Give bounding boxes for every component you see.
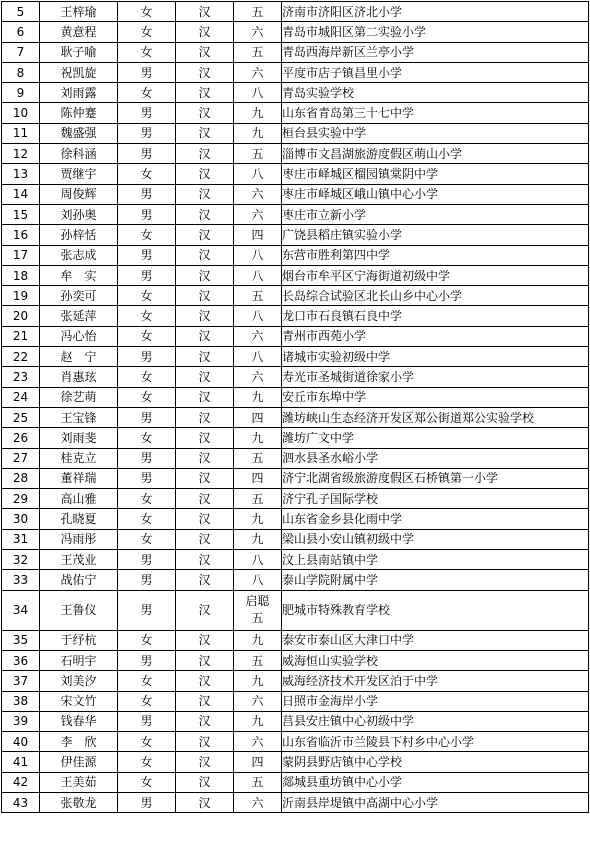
grade-cell: 五	[234, 144, 282, 164]
table-row	[2, 671, 589, 691]
grade-cell: 六	[234, 732, 282, 752]
table-row	[2, 711, 589, 731]
row-number: 10	[2, 103, 40, 123]
student-name: 孙奕可	[40, 286, 118, 306]
table-row	[2, 245, 589, 265]
row-number: 33	[2, 570, 40, 590]
student-name: 石明宇	[40, 650, 118, 670]
row-number: 37	[2, 671, 40, 691]
school-name: 诸城市实验初级中学	[282, 347, 589, 367]
row-number: 34	[2, 590, 40, 630]
ethnicity-cell: 汉	[176, 306, 234, 326]
grade-cell: 六	[234, 792, 282, 812]
ethnicity-cell: 汉	[176, 550, 234, 570]
gender-cell: 男	[118, 448, 176, 468]
grade-cell: 六	[234, 204, 282, 224]
gender-cell: 男	[118, 204, 176, 224]
grade-cell: 九	[234, 387, 282, 407]
grade-cell	[234, 590, 282, 630]
student-name: 李 欣	[40, 732, 118, 752]
ethnicity-cell: 汉	[176, 42, 234, 62]
table-row	[2, 103, 589, 123]
table-row	[2, 306, 589, 326]
row-number: 42	[2, 772, 40, 792]
school-name: 山东省金乡县化雨中学	[282, 509, 589, 529]
gender-cell: 男	[118, 570, 176, 590]
grade-cell: 四	[234, 407, 282, 427]
school-name: 枣庄市峄城区榴园镇棠阴中学	[282, 164, 589, 184]
ethnicity-cell: 汉	[176, 62, 234, 82]
table-row	[2, 62, 589, 82]
school-name: 济宁孔子国际学校	[282, 489, 589, 509]
grade-cell: 五	[234, 42, 282, 62]
ethnicity-cell: 汉	[176, 752, 234, 772]
gender-cell: 男	[118, 245, 176, 265]
gender-cell: 男	[118, 62, 176, 82]
row-number: 8	[2, 62, 40, 82]
gender-cell: 男	[118, 144, 176, 164]
row-number: 24	[2, 387, 40, 407]
row-number: 17	[2, 245, 40, 265]
gender-cell: 男	[118, 103, 176, 123]
student-name: 战佑宁	[40, 570, 118, 590]
ethnicity-cell: 汉	[176, 570, 234, 590]
table-row	[2, 772, 589, 792]
row-number: 32	[2, 550, 40, 570]
gender-cell: 男	[118, 123, 176, 143]
ethnicity-cell: 汉	[176, 387, 234, 407]
ethnicity-cell: 汉	[176, 509, 234, 529]
grade-cell: 四	[234, 752, 282, 772]
school-name: 沂南县岸堤镇中高湖中心小学	[282, 792, 589, 812]
table-row	[2, 590, 589, 630]
student-name: 王梓瑜	[40, 2, 118, 22]
row-number: 29	[2, 489, 40, 509]
school-name: 莒县安庄镇中心初级中学	[282, 711, 589, 731]
gender-cell: 女	[118, 164, 176, 184]
student-name: 牟 实	[40, 265, 118, 285]
table-row	[2, 123, 589, 143]
row-number: 31	[2, 529, 40, 549]
student-name: 孙梓恬	[40, 225, 118, 245]
grade-label: 启聪五	[245, 594, 270, 626]
school-name: 长岛综合试验区北长山乡中心小学	[282, 286, 589, 306]
gender-cell: 女	[118, 772, 176, 792]
table-row	[2, 509, 589, 529]
grade-cell: 九	[234, 123, 282, 143]
row-number: 36	[2, 650, 40, 670]
school-name: 青岛市城阳区第二实验小学	[282, 22, 589, 42]
school-name: 肥城市特殊教育学校	[282, 590, 589, 630]
gender-cell: 女	[118, 2, 176, 22]
grade-cell: 四	[234, 468, 282, 488]
table-row	[2, 752, 589, 772]
ethnicity-cell: 汉	[176, 103, 234, 123]
ethnicity-cell: 汉	[176, 367, 234, 387]
school-name: 汶上县南站镇中学	[282, 550, 589, 570]
table-row	[2, 144, 589, 164]
ethnicity-cell: 汉	[176, 22, 234, 42]
grade-cell: 八	[234, 347, 282, 367]
grade-cell: 九	[234, 509, 282, 529]
row-number: 5	[2, 2, 40, 22]
row-number: 30	[2, 509, 40, 529]
student-name: 黄意程	[40, 22, 118, 42]
ethnicity-cell: 汉	[176, 428, 234, 448]
grade-cell: 五	[234, 772, 282, 792]
table-row	[2, 265, 589, 285]
gender-cell: 男	[118, 650, 176, 670]
gender-cell: 女	[118, 387, 176, 407]
ethnicity-cell: 汉	[176, 347, 234, 367]
ethnicity-cell: 汉	[176, 691, 234, 711]
row-number: 41	[2, 752, 40, 772]
table-row	[2, 22, 589, 42]
table-row	[2, 650, 589, 670]
row-number: 13	[2, 164, 40, 184]
ethnicity-cell: 汉	[176, 792, 234, 812]
school-name: 郯城县重坊镇中心小学	[282, 772, 589, 792]
grade-cell: 五	[234, 650, 282, 670]
school-name: 济宁北湖省级旅游度假区石桥镇第一小学	[282, 468, 589, 488]
grade-cell: 八	[234, 83, 282, 103]
ethnicity-cell: 汉	[176, 671, 234, 691]
row-number: 18	[2, 265, 40, 285]
table-row	[2, 407, 589, 427]
school-name: 平度市店子镇昌里小学	[282, 62, 589, 82]
row-number: 16	[2, 225, 40, 245]
student-name: 刘孙奥	[40, 204, 118, 224]
table-row	[2, 367, 589, 387]
student-name: 魏盛强	[40, 123, 118, 143]
row-number: 20	[2, 306, 40, 326]
row-number: 35	[2, 630, 40, 650]
table-row	[2, 347, 589, 367]
school-name: 梁山县小安山镇初级中学	[282, 529, 589, 549]
table-row	[2, 42, 589, 62]
grade-cell: 八	[234, 306, 282, 326]
row-number: 9	[2, 83, 40, 103]
grade-cell: 八	[234, 245, 282, 265]
row-number: 25	[2, 407, 40, 427]
table-row	[2, 225, 589, 245]
row-number: 11	[2, 123, 40, 143]
grade-cell: 六	[234, 367, 282, 387]
gender-cell: 男	[118, 468, 176, 488]
gender-cell: 女	[118, 428, 176, 448]
student-name: 贾继宇	[40, 164, 118, 184]
table-row	[2, 468, 589, 488]
student-name: 桂克立	[40, 448, 118, 468]
student-name: 徐科涵	[40, 144, 118, 164]
gender-cell: 男	[118, 265, 176, 285]
row-number: 7	[2, 42, 40, 62]
school-name: 桓台县实验中学	[282, 123, 589, 143]
grade-cell: 八	[234, 570, 282, 590]
gender-cell: 男	[118, 407, 176, 427]
grade-cell: 六	[234, 691, 282, 711]
table-row	[2, 550, 589, 570]
gender-cell: 女	[118, 630, 176, 650]
school-name: 济南市济阳区济北小学	[282, 2, 589, 22]
ethnicity-cell: 汉	[176, 184, 234, 204]
grade-cell: 九	[234, 103, 282, 123]
grade-cell: 六	[234, 184, 282, 204]
school-name: 龙口市石良镇石良中学	[282, 306, 589, 326]
grade-cell: 八	[234, 164, 282, 184]
row-number: 23	[2, 367, 40, 387]
row-number: 6	[2, 22, 40, 42]
gender-cell: 男	[118, 711, 176, 731]
table-row	[2, 204, 589, 224]
student-name: 王鲁仪	[40, 590, 118, 630]
school-name: 东营市胜利第四中学	[282, 245, 589, 265]
ethnicity-cell: 汉	[176, 225, 234, 245]
school-name: 青岛西海岸新区兰亭小学	[282, 42, 589, 62]
student-name: 赵 宁	[40, 347, 118, 367]
table-row	[2, 489, 589, 509]
student-name: 张志成	[40, 245, 118, 265]
school-name: 烟台市牟平区宁海街道初级中学	[282, 265, 589, 285]
gender-cell: 女	[118, 367, 176, 387]
school-name: 青岛实验学校	[282, 83, 589, 103]
ethnicity-cell: 汉	[176, 590, 234, 630]
ethnicity-cell: 汉	[176, 407, 234, 427]
student-name: 王茂业	[40, 550, 118, 570]
row-number: 28	[2, 468, 40, 488]
gender-cell: 女	[118, 225, 176, 245]
student-name: 陈仲蹇	[40, 103, 118, 123]
student-name: 冯雨彤	[40, 529, 118, 549]
ethnicity-cell: 汉	[176, 2, 234, 22]
gender-cell: 男	[118, 184, 176, 204]
ethnicity-cell: 汉	[176, 245, 234, 265]
grade-cell: 九	[234, 671, 282, 691]
gender-cell: 女	[118, 286, 176, 306]
school-name: 青州市西苑小学	[282, 326, 589, 346]
gender-cell: 男	[118, 792, 176, 812]
table-row	[2, 732, 589, 752]
gender-cell: 女	[118, 489, 176, 509]
student-name: 伊佳源	[40, 752, 118, 772]
ethnicity-cell: 汉	[176, 326, 234, 346]
table-row	[2, 792, 589, 812]
table-row	[2, 83, 589, 103]
grade-cell: 九	[234, 711, 282, 731]
student-name: 徐艺萌	[40, 387, 118, 407]
school-name: 泗水县圣水峪小学	[282, 448, 589, 468]
ethnicity-cell: 汉	[176, 286, 234, 306]
table-row	[2, 2, 589, 22]
student-name: 王美茹	[40, 772, 118, 792]
grade-cell: 五	[234, 489, 282, 509]
table-row	[2, 691, 589, 711]
student-name: 宋文竹	[40, 691, 118, 711]
row-number: 19	[2, 286, 40, 306]
table-row	[2, 387, 589, 407]
table-row	[2, 286, 589, 306]
gender-cell: 女	[118, 732, 176, 752]
grade-cell: 六	[234, 62, 282, 82]
gender-cell: 女	[118, 42, 176, 62]
grade-cell: 四	[234, 225, 282, 245]
grade-cell: 九	[234, 630, 282, 650]
gender-cell: 女	[118, 691, 176, 711]
gender-cell: 女	[118, 83, 176, 103]
ethnicity-cell: 汉	[176, 448, 234, 468]
grade-cell: 五	[234, 286, 282, 306]
row-number: 14	[2, 184, 40, 204]
school-name: 枣庄市峄城区峨山镇中心小学	[282, 184, 589, 204]
ethnicity-cell: 汉	[176, 468, 234, 488]
school-name: 枣庄市立新小学	[282, 204, 589, 224]
row-number: 40	[2, 732, 40, 752]
table-row	[2, 428, 589, 448]
gender-cell: 女	[118, 752, 176, 772]
student-name: 耿子喻	[40, 42, 118, 62]
gender-cell: 男	[118, 590, 176, 630]
student-name: 张敬龙	[40, 792, 118, 812]
ethnicity-cell: 汉	[176, 144, 234, 164]
row-number: 27	[2, 448, 40, 468]
student-name: 董祥瑞	[40, 468, 118, 488]
school-name: 泰山学院附属中学	[282, 570, 589, 590]
grade-cell: 六	[234, 22, 282, 42]
school-name: 山东省青岛第三十七中学	[282, 103, 589, 123]
ethnicity-cell: 汉	[176, 83, 234, 103]
gender-cell: 女	[118, 509, 176, 529]
student-name: 孔晓夏	[40, 509, 118, 529]
school-name: 潍坊广文中学	[282, 428, 589, 448]
school-name: 威海恒山实验学校	[282, 650, 589, 670]
student-name: 王宝锋	[40, 407, 118, 427]
student-name: 刘雨露	[40, 83, 118, 103]
school-name: 寿光市圣城街道徐家小学	[282, 367, 589, 387]
gender-cell: 男	[118, 347, 176, 367]
row-number: 38	[2, 691, 40, 711]
school-name: 泰安市泰山区大津口中学	[282, 630, 589, 650]
grade-cell: 九	[234, 529, 282, 549]
ethnicity-cell: 汉	[176, 711, 234, 731]
ethnicity-cell: 汉	[176, 123, 234, 143]
school-name: 广饶县稻庄镇实验小学	[282, 225, 589, 245]
table-row	[2, 184, 589, 204]
table-row	[2, 164, 589, 184]
school-name: 潍坊峡山生态经济开发区郑公街道郑公实验学校	[282, 407, 589, 427]
school-name: 安丘市东埠中学	[282, 387, 589, 407]
student-name: 肖惠玹	[40, 367, 118, 387]
gender-cell: 女	[118, 306, 176, 326]
school-name: 淄博市文昌湖旅游度假区萌山小学	[282, 144, 589, 164]
grade-cell: 八	[234, 550, 282, 570]
student-name: 高山雅	[40, 489, 118, 509]
student-name: 钱春华	[40, 711, 118, 731]
student-name: 刘雨斐	[40, 428, 118, 448]
row-number: 26	[2, 428, 40, 448]
gender-cell: 女	[118, 326, 176, 346]
ethnicity-cell: 汉	[176, 489, 234, 509]
table-row	[2, 326, 589, 346]
ethnicity-cell: 汉	[176, 630, 234, 650]
roster-body	[2, 2, 589, 813]
table-row	[2, 630, 589, 650]
student-name: 冯心怡	[40, 326, 118, 346]
grade-cell: 六	[234, 326, 282, 346]
school-name: 蒙阴县野店镇中心学校	[282, 752, 589, 772]
row-number: 39	[2, 711, 40, 731]
ethnicity-cell: 汉	[176, 732, 234, 752]
row-number: 21	[2, 326, 40, 346]
school-name: 威海经济技术开发区泊于中学	[282, 671, 589, 691]
grade-cell: 五	[234, 2, 282, 22]
student-roster-table	[1, 1, 589, 813]
ethnicity-cell: 汉	[176, 204, 234, 224]
ethnicity-cell: 汉	[176, 772, 234, 792]
student-name: 于纾杭	[40, 630, 118, 650]
table-row	[2, 570, 589, 590]
ethnicity-cell: 汉	[176, 265, 234, 285]
gender-cell: 男	[118, 550, 176, 570]
row-number: 15	[2, 204, 40, 224]
ethnicity-cell: 汉	[176, 164, 234, 184]
table-row	[2, 529, 589, 549]
grade-cell: 五	[234, 448, 282, 468]
gender-cell: 女	[118, 529, 176, 549]
student-name: 张延萍	[40, 306, 118, 326]
school-name: 山东省临沂市兰陵县下村乡中心小学	[282, 732, 589, 752]
grade-cell: 九	[234, 428, 282, 448]
row-number: 43	[2, 792, 40, 812]
student-name: 刘美汐	[40, 671, 118, 691]
row-number: 22	[2, 347, 40, 367]
ethnicity-cell: 汉	[176, 529, 234, 549]
row-number: 12	[2, 144, 40, 164]
student-name: 祝凯旋	[40, 62, 118, 82]
table-row	[2, 448, 589, 468]
ethnicity-cell: 汉	[176, 650, 234, 670]
gender-cell: 女	[118, 671, 176, 691]
grade-cell: 八	[234, 265, 282, 285]
gender-cell: 女	[118, 22, 176, 42]
student-name: 周俊辉	[40, 184, 118, 204]
school-name: 日照市金海岸小学	[282, 691, 589, 711]
